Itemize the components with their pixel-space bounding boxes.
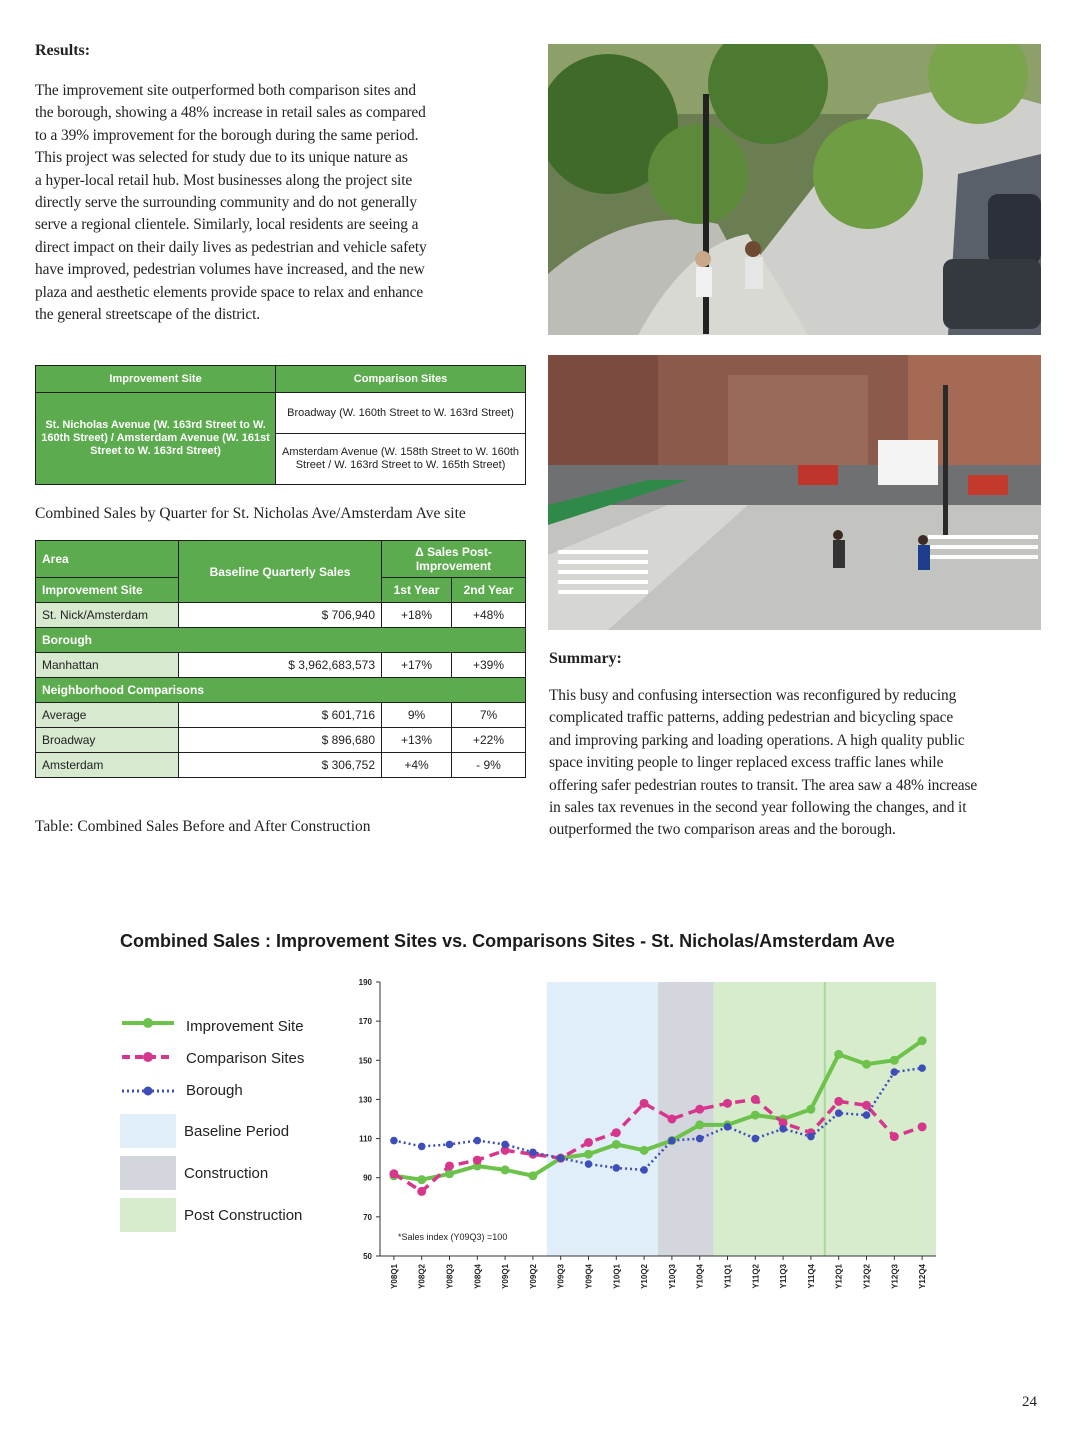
data-point [751, 1111, 760, 1120]
first-year-header: 1st Year [382, 578, 452, 603]
legend-post-construction-swatch [120, 1198, 176, 1232]
data-point [862, 1060, 871, 1069]
x-tick-label: Y08Q2 [417, 1264, 427, 1289]
data-point [640, 1166, 648, 1174]
sales-table-caption: Combined Sales by Quarter for St. Nicholas Ave/Amsterdam Ave site [35, 505, 466, 522]
results-line: plaza and aesthetic elements provide space to relax and enhance [35, 283, 424, 301]
data-point [695, 1105, 704, 1114]
comparison-sites-header: Comparison Sites [276, 366, 526, 393]
x-tick-label: Y09Q2 [528, 1264, 538, 1289]
data-point [724, 1123, 732, 1131]
y-tick-label: 130 [358, 1095, 372, 1105]
data-point [834, 1050, 843, 1059]
data-point [891, 1068, 899, 1076]
results-line: have improved, pedestrian volumes have increased, and the new [35, 261, 425, 279]
data-point [835, 1109, 843, 1117]
y-tick-label: 150 [358, 1056, 372, 1066]
data-point [417, 1175, 426, 1184]
x-tick-label: Y08Q3 [445, 1264, 455, 1289]
row-name: Amsterdam [36, 753, 179, 778]
borough-group: Borough [36, 628, 526, 653]
legend-baseline-swatch [120, 1114, 176, 1148]
summary-line: space inviting people to linger replaced excess traffic lanes while [549, 754, 944, 772]
x-tick-label: Y11Q3 [779, 1264, 789, 1289]
page-number: 24 [1022, 1394, 1037, 1410]
data-point [863, 1111, 871, 1119]
summary-line: outperformed the two comparison areas and the borough. [549, 821, 896, 839]
period-band [658, 982, 714, 1256]
legend-baseline-label: Baseline Period [184, 1123, 290, 1140]
data-point [723, 1099, 732, 1108]
data-point [890, 1056, 899, 1065]
row-name: Broadway [36, 728, 179, 753]
row-name: Manhattan [36, 653, 179, 678]
data-point [668, 1137, 676, 1145]
data-point [695, 1120, 704, 1129]
summary-line: offering safer pedestrian routes to transit. The area saw a 48% increase [549, 776, 978, 794]
x-tick-label: Y09Q3 [556, 1264, 566, 1289]
data-point [918, 1036, 927, 1045]
legend-improvement-label: Improvement Site [186, 1018, 304, 1035]
data-point [751, 1095, 760, 1104]
comparison-site-amsterdam: Amsterdam Avenue (W. 158th Street to W. 160th Street / W. 163rd Street to W. 165th Street) [276, 434, 526, 485]
summary-line: complicated traffic patterns, adding pedestrian and bicycling space [549, 709, 954, 727]
neighborhood-group: Neighborhood Comparisons [36, 678, 526, 703]
data-point [417, 1187, 426, 1196]
legend-comparison-label: Comparison Sites [186, 1050, 305, 1067]
data-point [613, 1164, 621, 1172]
improvement-site-group: Improvement Site [36, 578, 179, 603]
y-tick-label: 70 [363, 1212, 372, 1222]
table-row [36, 753, 526, 778]
legend-borough-swatch [120, 1084, 176, 1102]
data-point [640, 1099, 649, 1108]
data-point [752, 1135, 760, 1143]
x-tick-label: Y09Q4 [584, 1264, 594, 1289]
row-name: St. Nick/Amsterdam [36, 603, 179, 628]
data-point [501, 1165, 510, 1174]
x-tick-label: Y08Q4 [473, 1264, 483, 1289]
row-baseline: $ 306,752 [179, 753, 382, 778]
table-row [36, 653, 526, 678]
results-line: serve a regional clientele. Similarly, local residents are seeing a [35, 216, 419, 234]
y-tick-label: 190 [358, 978, 372, 987]
row-second-year: 7% [452, 703, 526, 728]
x-tick-label: Y10Q1 [612, 1264, 622, 1289]
x-tick-label: Y12Q3 [890, 1264, 900, 1289]
x-tick-label: Y10Q3 [667, 1264, 677, 1289]
x-tick-label: Y12Q4 [918, 1264, 928, 1289]
data-point [890, 1132, 899, 1141]
results-line: This project was selected for study due to its unique nature as [35, 149, 408, 167]
legend-borough-label: Borough [186, 1082, 243, 1099]
y-tick-label: 50 [363, 1252, 372, 1261]
sales-index-chart [340, 970, 950, 1310]
row-name: Average [36, 703, 179, 728]
table-row [36, 703, 526, 728]
row-first-year: +17% [382, 653, 452, 678]
data-point [390, 1137, 398, 1145]
improvement-site-cell: St. Nicholas Avenue (W. 163rd Street to W. 160th Street) / Amsterdam Avenue (W. 161st Street to W. 163rd Street) [36, 393, 276, 485]
data-point [918, 1122, 927, 1131]
period-band [547, 982, 658, 1256]
y-tick-label: 110 [359, 1134, 372, 1144]
row-first-year: +18% [382, 603, 452, 628]
x-tick-label: Y12Q2 [862, 1264, 872, 1289]
plaza-photo [548, 44, 1041, 335]
data-point [612, 1140, 621, 1149]
row-first-year: 9% [382, 703, 452, 728]
row-baseline: $ 706,940 [179, 603, 382, 628]
comparison-site-broadway: Broadway (W. 160th Street to W. 163rd Street) [276, 393, 526, 434]
data-point [862, 1101, 871, 1110]
results-heading: Results: [35, 42, 91, 59]
y-tick-label: 90 [363, 1173, 372, 1183]
baseline-header: Baseline Quarterly Sales [179, 541, 382, 603]
data-point [918, 1064, 926, 1072]
data-point [418, 1143, 426, 1151]
sales-table [35, 540, 526, 778]
data-point [584, 1150, 593, 1159]
y-tick-label: 170 [358, 1017, 372, 1027]
data-point [445, 1161, 454, 1170]
row-second-year: - 9% [452, 753, 526, 778]
data-point [501, 1141, 509, 1149]
chart-title: Combined Sales : Improvement Sites vs. Comparisons Sites - St. Nicholas/Amsterdam Ave [120, 931, 895, 951]
data-point [557, 1154, 565, 1162]
data-point [807, 1133, 815, 1141]
row-second-year: +39% [452, 653, 526, 678]
results-line: The improvement site outperformed both comparison sites and [35, 82, 416, 99]
summary-heading: Summary: [549, 650, 622, 667]
row-baseline: $ 601,716 [179, 703, 382, 728]
data-point [474, 1137, 482, 1145]
data-point [585, 1160, 593, 1168]
table-row [36, 728, 526, 753]
data-point [667, 1115, 676, 1124]
data-point [834, 1097, 843, 1106]
row-second-year: +48% [452, 603, 526, 628]
x-tick-label: Y12Q1 [834, 1264, 844, 1289]
row-second-year: +22% [452, 728, 526, 753]
intersection-photo [548, 355, 1041, 630]
results-line: directly serve the surrounding community and do not generally [35, 194, 417, 212]
row-baseline: $ 896,680 [179, 728, 382, 753]
x-tick-label: Y11Q4 [806, 1264, 816, 1289]
legend-construction-label: Construction [184, 1165, 269, 1182]
x-tick-label: Y10Q4 [695, 1264, 705, 1289]
results-line: to a 39% improvement for the borough during the same period. [35, 126, 419, 144]
row-first-year: +4% [382, 753, 452, 778]
results-line: the borough, showing a 48% increase in retail sales as compared [35, 104, 426, 122]
x-tick-label: Y11Q2 [751, 1264, 761, 1289]
data-point [473, 1156, 482, 1165]
data-point [779, 1125, 787, 1133]
table-row [36, 603, 526, 628]
legend-construction-swatch [120, 1156, 176, 1190]
results-line: the general streetscape of the district. [35, 306, 261, 324]
x-tick-label: Y10Q2 [640, 1264, 650, 1289]
x-tick-label: Y09Q1 [501, 1264, 511, 1289]
row-baseline: $ 3,962,683,573 [179, 653, 382, 678]
x-tick-label: Y11Q1 [723, 1264, 733, 1289]
second-year-header: 2nd Year [452, 578, 526, 603]
legend-post-construction-label: Post Construction [184, 1207, 303, 1224]
summary-line: in sales tax revenues in the second year following the changes, and it [549, 799, 967, 817]
results-line: a hyper-local retail hub. Most businesses along the project site [35, 171, 413, 189]
data-point [389, 1169, 398, 1178]
table-caption: Table: Combined Sales Before and After Construction [35, 818, 371, 835]
delta-header: Δ Sales Post-Improvement [382, 541, 526, 578]
data-point [806, 1105, 815, 1114]
improvement-site-header: Improvement Site [36, 366, 276, 393]
data-point [446, 1141, 454, 1149]
site-comparison-table [35, 365, 526, 485]
data-point [584, 1138, 593, 1147]
summary-line: This busy and confusing intersection was reconfigured by reducing [549, 687, 957, 704]
x-tick-label: Y08Q1 [389, 1264, 399, 1289]
chart-note: *Sales index (Y09Q3) =100 [398, 1232, 508, 1242]
summary-line: and improving parking and loading operations. A high quality public [549, 731, 965, 749]
data-point [528, 1171, 537, 1180]
row-first-year: +13% [382, 728, 452, 753]
area-header: Area [36, 541, 179, 578]
legend-comparison-swatch [120, 1050, 176, 1068]
data-point [640, 1146, 649, 1155]
data-point [612, 1128, 621, 1137]
legend-improvement-swatch [120, 1016, 176, 1034]
summary-paragraph [549, 685, 1044, 842]
results-paragraph [35, 80, 515, 326]
results-line: direct impact on their daily lives as pedestrian and vehicle safety [35, 238, 427, 256]
data-point [696, 1135, 704, 1143]
data-point [529, 1148, 537, 1156]
